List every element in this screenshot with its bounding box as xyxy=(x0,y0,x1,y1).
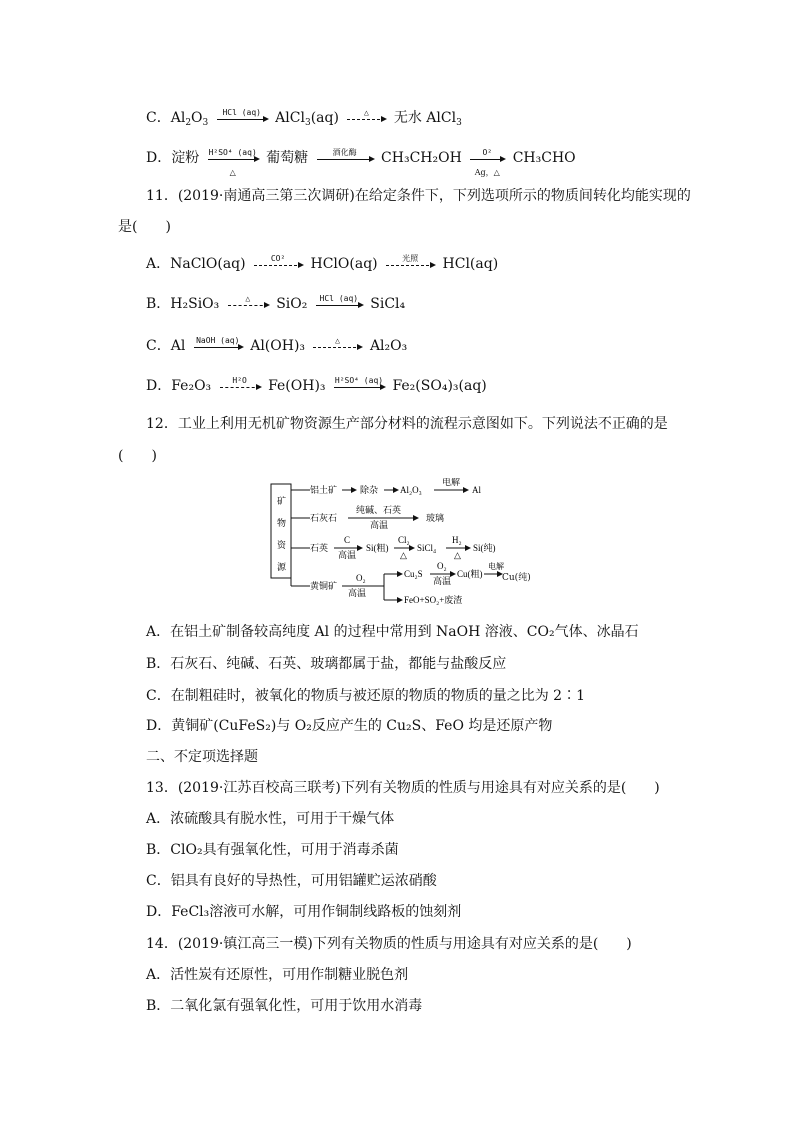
q12-option-c: C．在制粗硅时，被氧化的物质与被还原的物质的物质的量之比为 2∶1 xyxy=(146,688,585,704)
r3-c: SiCl₄ xyxy=(417,543,437,553)
r1-arrow: 电解 xyxy=(442,478,461,487)
r2-top: 纯碱、石英 xyxy=(356,505,402,515)
q12-option-a: A．在铝土矿制备较高纯度 Al 的过程中常用到 NaOH 溶液、CO₂气体、冰晶石 xyxy=(146,624,639,640)
r4-bot2: 高温 xyxy=(433,576,452,586)
q10-option-c: C．$Al_2O_3$ HCl (aq) AlCl$_3$(aq) △ 无水 AlCl$_3$ xyxy=(146,107,462,128)
r2-d: 玻璃 xyxy=(426,513,445,523)
reaction-arrow: HCl (aq) xyxy=(217,117,267,120)
r4-bottom: 高温 xyxy=(348,588,367,598)
reaction-arrow: 酒化酶 xyxy=(317,157,373,160)
q12-option-b: B．石灰石、纯碱、石英、玻璃都属于盐，都能与盐酸反应 xyxy=(146,656,507,672)
r3-a: 石英 xyxy=(310,543,329,553)
reaction-arrow: H²SO⁴ (aq) xyxy=(334,385,384,388)
r1-b: 除杂 xyxy=(360,485,379,495)
r3-bot3: △ xyxy=(454,550,461,560)
section-heading: 二、不定项选择题 xyxy=(146,749,258,765)
q13-option-b: B．ClO₂具有强氧化性，可用于消毒杀菌 xyxy=(146,842,399,858)
reaction-arrow: △ xyxy=(313,345,361,348)
r3-top3: H₂ xyxy=(452,535,462,545)
q11-option-d: D．Fe₂O₃ H²O Fe(OH)₃ H²SO⁴ (aq) Fe₂(SO₄)₃(aq) xyxy=(146,375,487,394)
r4-top2: O₂ xyxy=(437,561,447,571)
q14-option-b: B．二氧化氯有强氧化性，可用于饮用水消毒 xyxy=(146,998,423,1014)
reaction-arrow: △ xyxy=(347,117,385,120)
process-flow-diagram xyxy=(270,478,520,608)
r1-d: Al xyxy=(472,485,481,495)
reaction-arrow: △ xyxy=(228,303,268,306)
r2-bottom: 高温 xyxy=(370,520,389,530)
box-char: 物 xyxy=(277,518,287,528)
r1-c: Al₂O₃ xyxy=(400,485,422,495)
q13-option-d: D．FeCl₃溶液可水解，可用作铜制线路板的蚀刻剂 xyxy=(146,904,462,920)
q13-stem: 13．(2019·江苏百校高三联考)下列有关物质的性质与用途具有对应关系的是( ) xyxy=(146,780,660,796)
reaction-arrow: H²SO⁴ (aq) △ xyxy=(208,147,257,177)
q11-stem: 11．(2019·南通高三第三次调研)在给定条件下，下列选项所示的物质间转化均能实现的 xyxy=(146,188,691,204)
r4-top: O₂ xyxy=(356,573,366,583)
r4-b: Cu₂S xyxy=(404,569,423,579)
q14-stem: 14．(2019·镇江高三一模)下列有关物质的性质与用途具有对应关系的是( ) xyxy=(146,936,632,952)
q11-option-b: B．H₂SiO₃ △ SiO₂ HCl (aq) SiCl₄ xyxy=(146,293,406,312)
q12-stem-cont: ( ) xyxy=(118,448,157,464)
q13-option-a: A．浓硫酸具有脱水性，可用于干燥气体 xyxy=(146,811,395,827)
q12-stem: 12．工业上利用无机矿物资源生产部分材料的流程示意图如下。下列说法不正确的是 xyxy=(146,416,668,432)
r3-bot1: 高温 xyxy=(338,550,357,560)
r3-bot2: △ xyxy=(400,550,407,560)
reaction-arrow: $\frac{\text{O²}}{Ag,\triangle}$ xyxy=(470,157,504,160)
q11-stem-cont: 是( ) xyxy=(118,219,171,235)
r4-d-label: Cu(纯) xyxy=(502,573,531,583)
r3-top2: Cl₂ xyxy=(398,535,410,545)
q11-option-a: A．NaClO(aq) CO² HClO(aq) 光照 HCl(aq) xyxy=(146,253,499,272)
q14-option-a: A．活性炭有还原性，可用作制糖业脱色剂 xyxy=(146,967,409,983)
r4-top3: 电解 xyxy=(488,562,504,571)
r3-d: Si(纯) xyxy=(473,543,496,553)
r3-b: Si(粗) xyxy=(366,543,389,553)
r1-a: 铝土矿 xyxy=(310,485,338,495)
r4-a: 黄铜矿 xyxy=(310,581,338,591)
reaction-arrow: NaOH (aq) xyxy=(194,345,242,348)
r3-top1: C xyxy=(344,535,351,545)
q10-option-d: D．淀粉 H²SO⁴ (aq) △ 葡萄糖 酒化酶 CH₃CH₂OH $\frac{\text{O²}}{Ag,\triangle}$ CH₃CHO xyxy=(146,147,576,177)
reaction-arrow: H²O xyxy=(220,385,260,388)
box-char: 资 xyxy=(277,540,287,550)
box-char: 源 xyxy=(277,562,287,572)
q13-option-c: C．铝具有良好的导热性，可用铝罐贮运浓硝酸 xyxy=(146,873,437,889)
reaction-arrow: 光照 xyxy=(386,263,434,266)
box-char: 矿 xyxy=(277,496,287,506)
r4-c: Cu(粗) xyxy=(457,569,483,579)
reaction-arrow: CO² xyxy=(254,263,302,266)
r4-e: FeO+SO₂+废渣 xyxy=(404,595,463,605)
r2-a: 石灰石 xyxy=(310,513,338,523)
q11-option-c: C．Al NaOH (aq) Al(OH)₃ △ Al₂O₃ xyxy=(146,335,408,354)
q12-option-d: D．黄铜矿(CuFeS₂)与 O₂反应产生的 Cu₂S、FeO 均是还原产物 xyxy=(146,718,553,734)
reaction-arrow: HCl (aq) xyxy=(316,303,362,306)
